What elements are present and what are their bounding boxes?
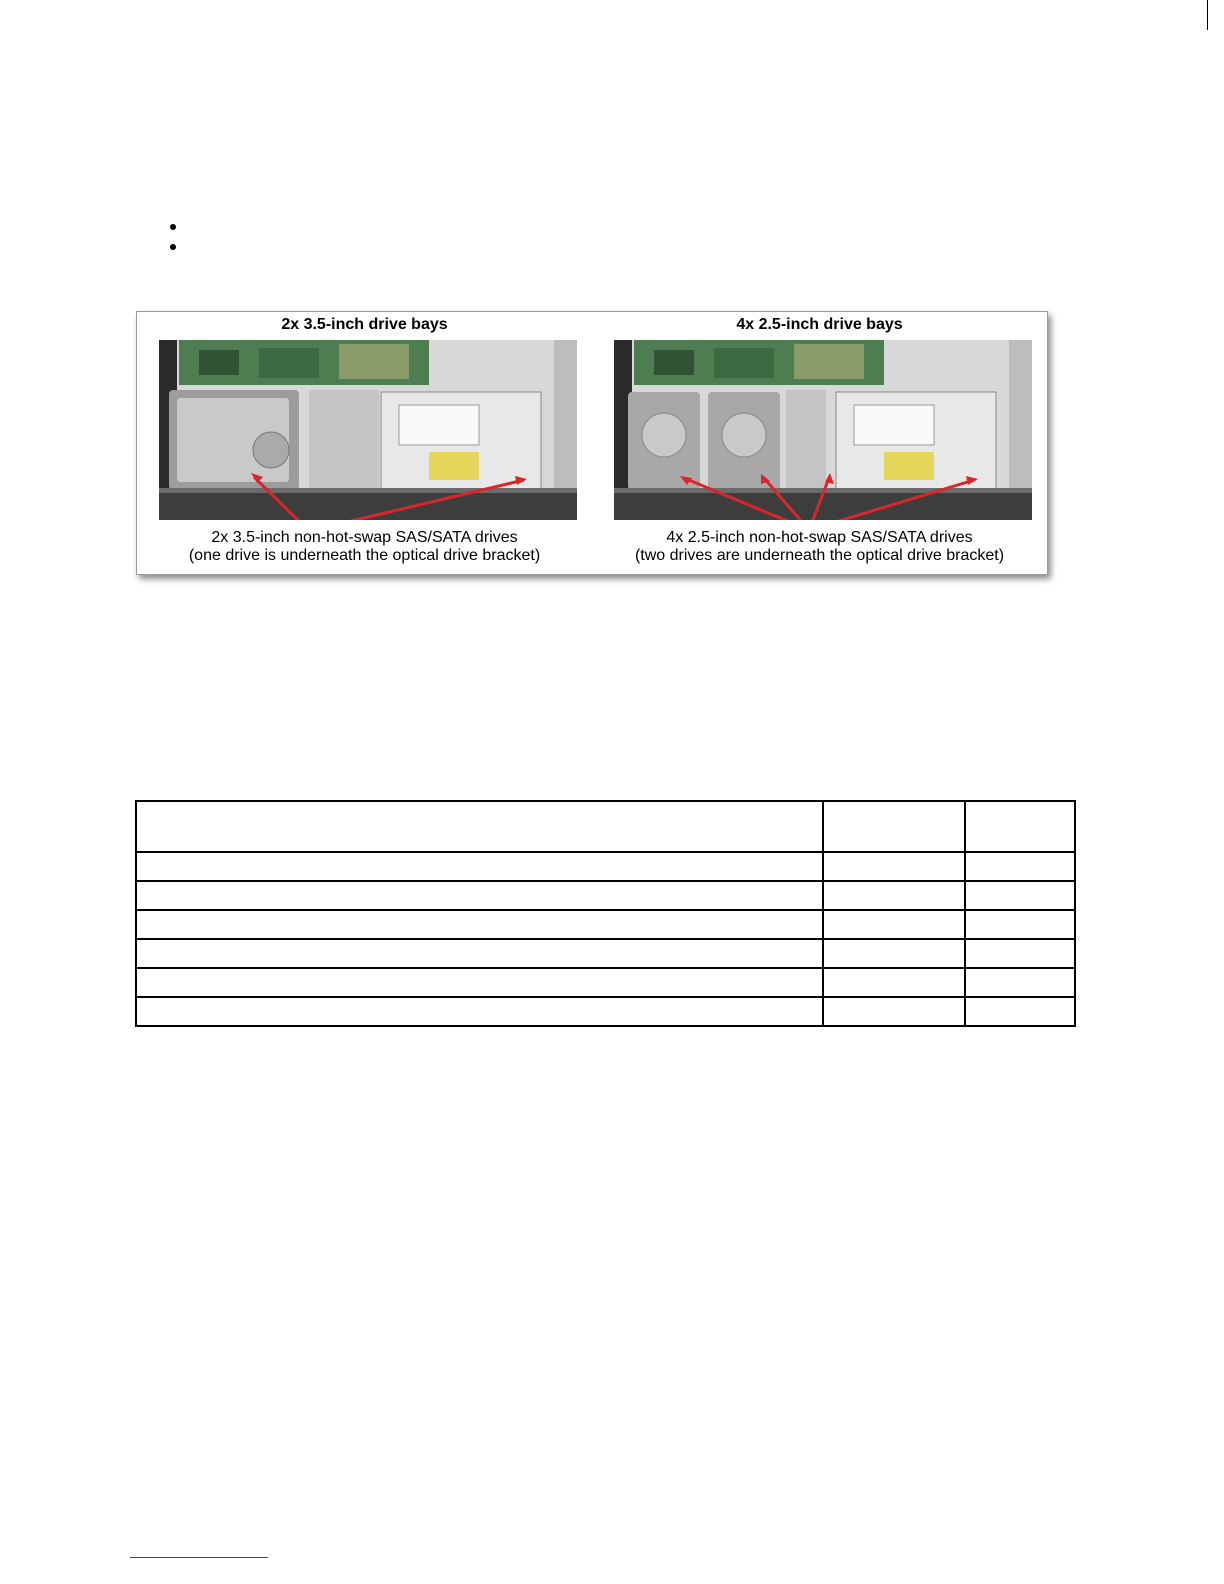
- top-edge-rule: [1207, 0, 1208, 30]
- specs-table: [135, 800, 1076, 1027]
- table-row: [136, 910, 1075, 939]
- panel-2-5-inch-bays: [592, 312, 1047, 574]
- table-cell: [823, 997, 965, 1026]
- table-cell: [136, 968, 823, 997]
- table-header-row: [136, 801, 1075, 852]
- table-cell: [136, 997, 823, 1026]
- bullet-dot: [170, 244, 176, 250]
- table-row: [136, 852, 1075, 881]
- table-cell: [965, 939, 1075, 968]
- table-header-cell: [136, 801, 823, 852]
- table-cell: [136, 910, 823, 939]
- table-cell: [965, 852, 1075, 881]
- table-cell: [136, 881, 823, 910]
- table-row: [136, 881, 1075, 910]
- table-row: [136, 939, 1075, 968]
- table-cell: [823, 910, 965, 939]
- table-cell: [823, 881, 965, 910]
- panel-caption-line2: (one drive is underneath the optical drive bracket): [188, 547, 541, 564]
- table-row: [136, 997, 1075, 1026]
- list-item: [170, 220, 190, 240]
- table-cell: [136, 939, 823, 968]
- table-cell: [823, 968, 965, 997]
- table-row: [136, 968, 1075, 997]
- panel-title: 4x 2.5-inch drive bays: [736, 316, 903, 333]
- list-item: [170, 240, 190, 260]
- panel-caption-line2: (two drives are underneath the optical drive bracket): [634, 547, 1005, 564]
- server-interior-photo-2x-3-5: [159, 340, 577, 520]
- panel-3-5-inch-bays: [137, 312, 592, 574]
- panel-caption-line1: 4x 2.5-inch non-hot-swap SAS/SATA drives: [666, 529, 973, 546]
- drive-bays-figure: [136, 311, 1048, 575]
- table-header-cell: [823, 801, 965, 852]
- table-cell: [823, 939, 965, 968]
- panel-title: 2x 3.5-inch drive bays: [281, 316, 448, 333]
- bullet-dot: [170, 224, 176, 230]
- table-cell: [965, 881, 1075, 910]
- table-cell: [965, 968, 1075, 997]
- table-cell: [965, 997, 1075, 1026]
- server-interior-photo-4x-2-5: [614, 340, 1032, 520]
- table-cell: [136, 852, 823, 881]
- panel-caption-line1: 2x 3.5-inch non-hot-swap SAS/SATA drives: [211, 529, 518, 546]
- table-header-cell: [965, 801, 1075, 852]
- bullet-list: [170, 220, 190, 260]
- footnote-separator: [130, 1557, 268, 1558]
- table-cell: [823, 852, 965, 881]
- table-cell: [965, 910, 1075, 939]
